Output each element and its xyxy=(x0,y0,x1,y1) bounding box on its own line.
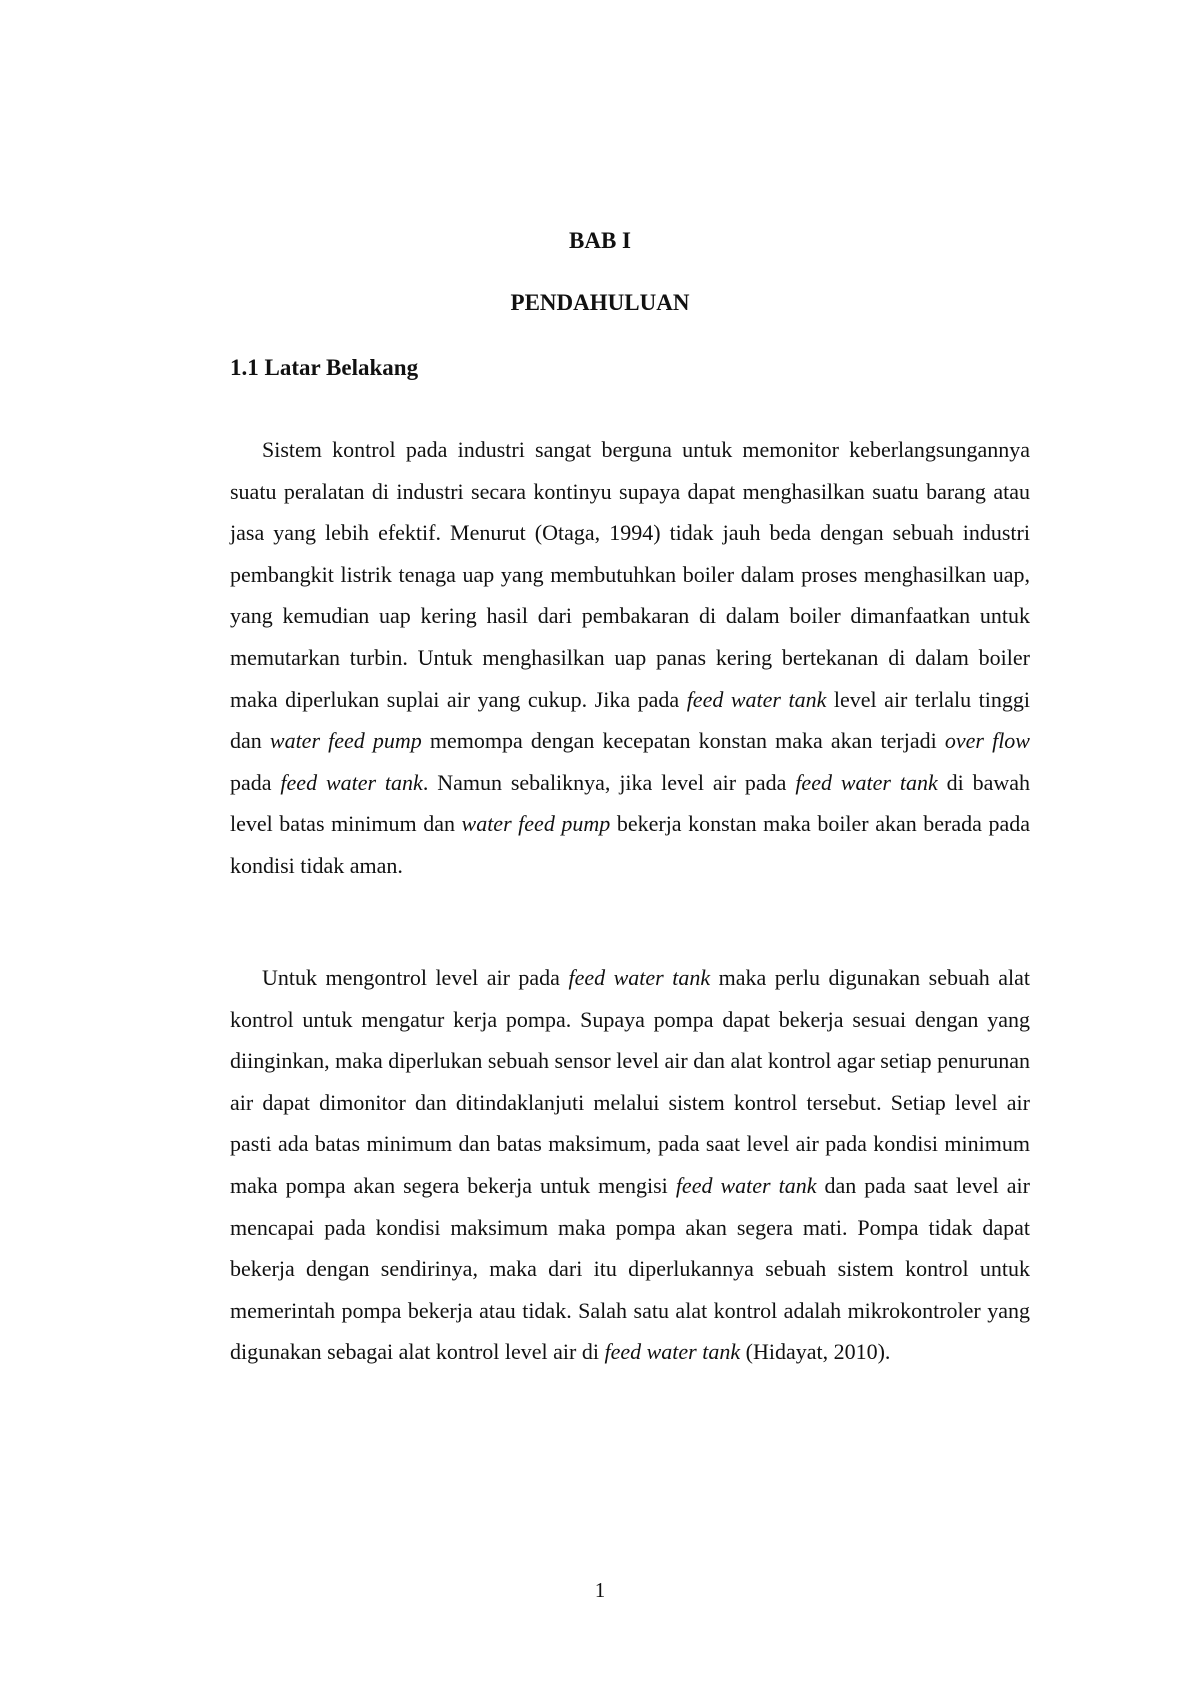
paragraph xyxy=(230,957,1030,1373)
paragraph-text: bekerja konstan maka boiler akan berada pada kondisi tidak aman. xyxy=(230,811,1030,878)
paragraph-text: Untuk mengontrol level air pada xyxy=(262,965,569,990)
paragraph-text: memompa dengan kecepatan konstan maka akan terjadi xyxy=(421,728,945,754)
italic-term: water feed pump xyxy=(269,728,422,754)
italic-term: feed water tank xyxy=(675,1172,817,1198)
italic-term: feed water tank xyxy=(280,769,423,795)
paragraph-text: (Hidayat, 2010). xyxy=(740,1339,891,1365)
italic-term: feed water tank xyxy=(568,965,711,990)
italic-term: over flow xyxy=(944,728,1030,754)
italic-term: feed water tank xyxy=(795,769,938,795)
italic-term: feed water tank xyxy=(604,1339,741,1365)
paragraph-text: level air terlalu tinggi dan xyxy=(230,686,1030,754)
chapter-number: BAB I xyxy=(569,228,631,253)
paragraph-text: maka perlu digunakan sebuah alat kontrol untuk mengatur kerja pompa. Supaya pompa dapat bekerja sesuai dengan yang diinginkan, maka diperlukan sebuah sensor level air dan alat kontrol agar setiap penurunan air dapat dimonitor dan ditindaklanjuti melalui sistem kontrol tersebut. Setiap level air pasti ada batas minimum dan batas maksimum, pada saat level air pada kondisi minimum maka pompa akan segera bekerja untuk mengisi xyxy=(230,965,1030,1198)
paragraph-text: di bawah level batas minimum dan xyxy=(230,769,1031,837)
paragraph-text: dan pada saat level air mencapai pada kondisi maksimum maka pompa akan segera mati. Pompa tidak dapat bekerja dengan sendirinya, maka dari itu diperlukannya sebuah sistem kontrol untuk memerintah pompa bekerja atau tidak. Salah satu alat kontrol adalah mikrokontroler yang digunakan sebagai alat kontrol level air di xyxy=(230,1172,1030,1365)
paragraph xyxy=(230,429,1030,887)
paragraph-text: pada xyxy=(230,769,281,795)
chapter-title: PENDAHULUAN xyxy=(510,290,690,315)
paragraph-text: Sistem kontrol pada industri sangat berguna untuk memonitor keberlangsungannya suatu peralatan di industri secara kontinyu supaya dapat menghasilkan suatu barang atau jasa yang lebih efektif. Menurut (Otaga, 1994) tidak jauh beda dengan sebuah industri pembangkit listrik tenaga uap yang membutuhkan boiler dalam proses menghasilkan uap, yang kemudian uap kering hasil dari pembakaran di dalam boiler dimanfaatkan untuk memutarkan turbin. Untuk menghasilkan uap panas kering bertekanan di dalam boiler maka diperlukan suplai air yang cukup. Jika pada xyxy=(230,437,1030,712)
italic-term: feed water tank xyxy=(686,686,827,712)
paragraph-text: . Namun sebaliknya, jika level air pada xyxy=(422,769,796,795)
italic-term: water feed pump xyxy=(461,811,611,837)
page-number: 1 xyxy=(594,1578,606,1602)
section-heading: 1.1 Latar Belakang xyxy=(230,355,419,380)
